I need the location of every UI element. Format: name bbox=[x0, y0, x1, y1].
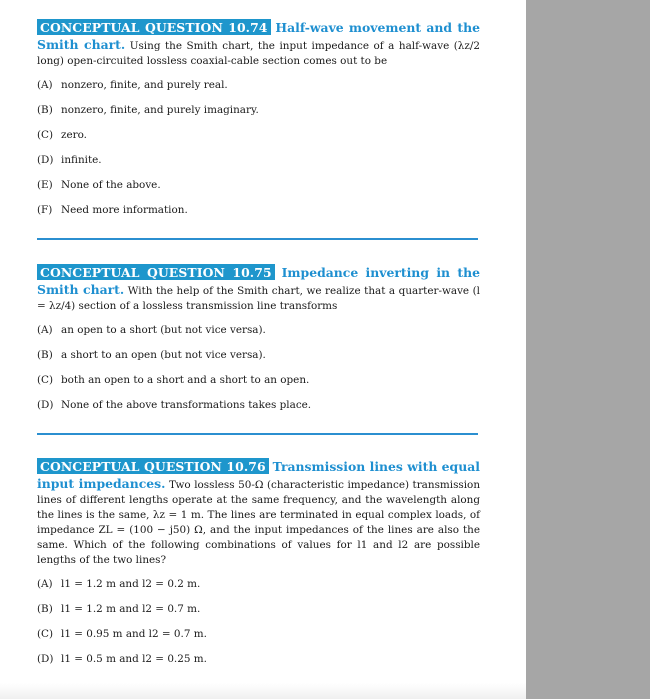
option-text: l1 = 1.2 m and l2 = 0.2 m. bbox=[61, 578, 201, 590]
option-text: l1 = 1.2 m and l2 = 0.7 m. bbox=[61, 603, 201, 615]
option-letter: (B) bbox=[37, 349, 53, 361]
question-label: CONCEPTUAL QUESTION 10.76 bbox=[37, 458, 269, 474]
option-text: None of the above transformations takes place. bbox=[61, 399, 312, 411]
question-text bbox=[37, 459, 480, 568]
option-letter: (B) bbox=[37, 104, 53, 116]
section-divider bbox=[37, 238, 478, 240]
option-c[interactable] bbox=[37, 128, 480, 153]
option-letter: (A) bbox=[37, 324, 53, 336]
question-label: CONCEPTUAL QUESTION 10.75 bbox=[37, 264, 275, 280]
question-body: Two lossless 50-Ω (characteristic impedance) transmission lines of different lengths operate at the same frequency, and the wavelength along the lines is the same, λz = 1 m. The lines are terminated in equal complex loads, of impedance ZL = (100 − j50) Ω, and the input impedances of the lines are also the same. Which of the following combinations of values for l1 and l2 are possible lengths of the two lines? bbox=[37, 479, 481, 566]
option-letter: (F) bbox=[37, 204, 53, 216]
option-d[interactable] bbox=[37, 652, 480, 677]
option-text: zero. bbox=[61, 129, 87, 141]
option-b[interactable] bbox=[37, 103, 480, 128]
option-d[interactable] bbox=[37, 153, 480, 178]
option-text: a short to an open (but not vice versa). bbox=[61, 349, 266, 361]
question-10-74 bbox=[37, 20, 480, 228]
option-text: None of the above. bbox=[61, 179, 161, 191]
answer-options bbox=[37, 323, 480, 423]
question-10-76 bbox=[37, 459, 480, 677]
option-d[interactable] bbox=[37, 398, 480, 423]
option-text: an open to a short (but not vice versa). bbox=[61, 324, 266, 336]
option-text: l1 = 0.95 m and l2 = 0.7 m. bbox=[61, 628, 207, 640]
option-c[interactable] bbox=[37, 627, 480, 652]
page-bottom-edge bbox=[0, 683, 526, 699]
option-letter: (C) bbox=[37, 374, 54, 386]
option-text: Need more information. bbox=[61, 204, 188, 216]
option-e[interactable] bbox=[37, 178, 480, 203]
option-b[interactable] bbox=[37, 348, 480, 373]
question-label: CONCEPTUAL QUESTION 10.74 bbox=[37, 19, 271, 35]
answer-options bbox=[37, 577, 480, 677]
option-text: infinite. bbox=[61, 154, 102, 166]
question-10-75 bbox=[37, 265, 480, 423]
option-letter: (C) bbox=[37, 129, 54, 141]
option-a[interactable] bbox=[37, 577, 480, 602]
question-text bbox=[37, 265, 480, 314]
option-a[interactable] bbox=[37, 323, 480, 348]
question-title: Impedance inverting in the Smith chart. bbox=[37, 265, 480, 297]
question-text bbox=[37, 20, 480, 69]
option-a[interactable] bbox=[37, 78, 480, 103]
question-body: With the help of the Smith chart, we realize that a quarter-wave (l = λz/4) section of a lossless transmission line transforms bbox=[37, 285, 480, 312]
option-f[interactable] bbox=[37, 203, 480, 228]
question-title: Transmission lines with equal input impedances. bbox=[37, 459, 480, 491]
option-letter: (A) bbox=[37, 578, 53, 590]
option-letter: (A) bbox=[37, 79, 53, 91]
option-text: nonzero, finite, and purely real. bbox=[61, 79, 228, 91]
section-divider bbox=[37, 433, 478, 435]
option-b[interactable] bbox=[37, 602, 480, 627]
question-title: Half-wave movement and the Smith chart. bbox=[37, 20, 480, 52]
answer-options bbox=[37, 78, 480, 228]
option-letter: (D) bbox=[37, 399, 54, 411]
option-letter: (D) bbox=[37, 154, 54, 166]
option-letter: (C) bbox=[37, 628, 54, 640]
option-letter: (E) bbox=[37, 179, 53, 191]
option-text: nonzero, finite, and purely imaginary. bbox=[61, 104, 259, 116]
option-letter: (D) bbox=[37, 653, 54, 665]
option-text: both an open to a short and a short to an open. bbox=[61, 374, 310, 386]
question-body: Using the Smith chart, the input impedance of a half-wave (λz/2 long) open-circuited lossless coaxial-cable section comes out to be bbox=[37, 40, 480, 67]
option-c[interactable] bbox=[37, 373, 480, 398]
option-text: l1 = 0.5 m and l2 = 0.25 m. bbox=[61, 653, 207, 665]
option-letter: (B) bbox=[37, 603, 53, 615]
